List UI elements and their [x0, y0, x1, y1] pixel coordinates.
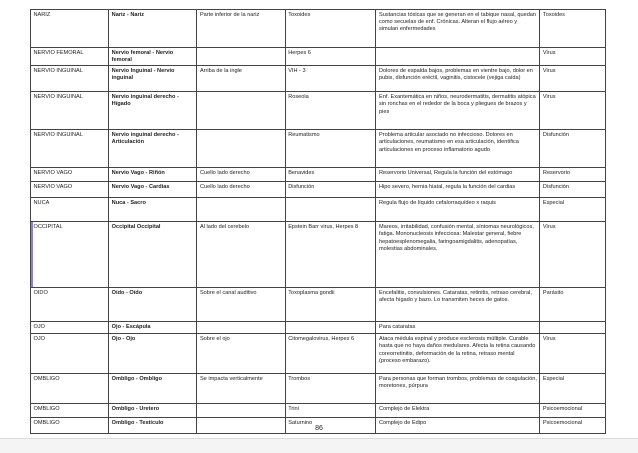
biomagnetism-table [30, 9, 606, 434]
table-row [31, 198, 606, 222]
location-cell [197, 130, 285, 168]
organ-cell: OJO [31, 334, 109, 374]
description-cell: Encefalitis, convulsiones. Cataratas, retinitis, retraso cerebral, afecta hígado y bazo. Lo transmiten heces de gatos. [376, 288, 540, 322]
description-cell: Enf. Exantemática en niños, neurodermatitis, dermatitis atópica sin ronchas en el rededor de la boca y pliegues de brazos y pies [376, 92, 540, 130]
specific-point-cell: Ombligo - Ombligo [109, 374, 197, 404]
specific-point-cell: Nervio Vago - Riñón [109, 168, 197, 182]
organ-cell: NERVIO INGUINAL [31, 66, 109, 92]
disease-cell: Epstein Barr virus, Herpes 8 [285, 222, 376, 288]
table-row [31, 322, 606, 334]
category-cell: Especial [540, 198, 606, 222]
specific-point-cell: Nervio femoral - Nervio femoral [109, 48, 197, 66]
organ-cell: NERVIO VAGO [31, 168, 109, 182]
disease-cell: VIH - 3 [285, 66, 376, 92]
location-cell: Sobre el ojo [197, 334, 285, 374]
organ-cell: NERVIO INGUINAL [31, 130, 109, 168]
location-cell: Cuello lado derecho [197, 182, 285, 198]
organ-cell: OMBLIGO [31, 404, 109, 418]
organ-cell: NERVIO FEMORAL [31, 48, 109, 66]
organ-cell: OJO [31, 322, 109, 334]
description-cell: Dolores de espalda bajos, problemas en vientre bajo, dolor en pubis, disfunción eréctil, vaginitis, cistocele (vejiga caída) [376, 66, 540, 92]
specific-point-cell: Nuca - Sacro [109, 198, 197, 222]
description-cell: Problema articular asociado no infeccioso. Dolores en articulaciones, reumatismo en esa articulación, identifica articulaciones en proceso inflamatorio agudo [376, 130, 540, 168]
table-row [31, 92, 606, 130]
category-cell: Virus [540, 222, 606, 288]
table-row [31, 222, 606, 288]
category-cell: Parásito [540, 288, 606, 322]
location-cell: Al lado del cerebelo [197, 222, 285, 288]
description-cell: Reservorio Universal, Regula la función del estómago [376, 168, 540, 182]
location-cell [197, 322, 285, 334]
table-row [31, 374, 606, 404]
table-row [31, 334, 606, 374]
description-cell [376, 48, 540, 66]
specific-point-cell: Nariz - Nariz [109, 10, 197, 48]
disease-cell: Saturnino [285, 418, 376, 434]
location-cell: Arriba de la ingle [197, 66, 285, 92]
organ-cell: OMBLIGO [31, 374, 109, 404]
specific-point-cell: Nervio inguinal derecho - Articulación [109, 130, 197, 168]
disease-cell: Trini [285, 404, 376, 418]
organ-cell: OCCIPITAL [31, 222, 109, 288]
specific-point-cell: Nervio Vago - Cardias [109, 182, 197, 198]
disease-cell: Herpes 6 [285, 48, 376, 66]
table-row [31, 182, 606, 198]
disease-cell: Disfunción [285, 182, 376, 198]
table-row [31, 404, 606, 418]
description-cell: Ataca médula espinal y produce esclerosis múltiple. Curable hasta que no haya daños medulares. Afecta la retina causando coreorretinitis, deformación de la retina, retraso mental (proceso embarazo). [376, 334, 540, 374]
description-cell: Complejo de Edipo [376, 418, 540, 434]
category-cell: Virus [540, 48, 606, 66]
location-cell [197, 48, 285, 66]
location-cell [197, 404, 285, 418]
disease-cell: Benavides [285, 168, 376, 182]
disease-cell: Reumatismo [285, 130, 376, 168]
specific-point-cell: Nervio Inguinal - Nervio inguinal [109, 66, 197, 92]
viewer-bottom-bar [0, 438, 638, 453]
disease-cell: Toxoplasma gondii [285, 288, 376, 322]
category-cell: Virus [540, 334, 606, 374]
table-row [31, 66, 606, 92]
description-cell: Complejo de Elektra [376, 404, 540, 418]
location-cell: Se impacta verticalmente [197, 374, 285, 404]
category-cell: Reservorio [540, 168, 606, 182]
description-cell: Mareos, irritabilidad, confusión mental, síntomas neurológicos, fatiga. Mononucleosis infecciosa: Malestar general, fiebre hepatoesplenomegalia, faringoamigdalitis, adenopatías, molestias abdominales. [376, 222, 540, 288]
category-cell: Psicoemocional [540, 418, 606, 434]
table-row [31, 288, 606, 322]
description-cell: Regula flujo de líquido cefalorraquídeo x raquis [376, 198, 540, 222]
disease-cell: Trombos [285, 374, 376, 404]
category-cell [540, 322, 606, 334]
organ-cell: OMBLIGO [31, 418, 109, 434]
category-cell: Virus [540, 66, 606, 92]
category-cell: Virus [540, 92, 606, 130]
table-row [31, 10, 606, 48]
location-cell [197, 92, 285, 130]
organ-cell: NERVIO INGUINAL [31, 92, 109, 130]
disease-cell: Citomegalovirus, Herpes 6 [285, 334, 376, 374]
organ-cell: OIDO [31, 288, 109, 322]
organ-cell: NARIZ [31, 10, 109, 48]
specific-point-cell: Nervio inguinal derecho - Hígado [109, 92, 197, 130]
table-row [31, 48, 606, 66]
table-body [31, 10, 606, 434]
page-number: 86 [315, 425, 323, 432]
specific-point-cell: Ojo - Ojo [109, 334, 197, 374]
category-cell: Psicoemocional [540, 404, 606, 418]
organ-cell: NUCA [31, 198, 109, 222]
table-row [31, 130, 606, 168]
disease-cell [285, 322, 376, 334]
specific-point-cell: Ombligo - Testículo [109, 418, 197, 434]
specific-point-cell: Ojo - Escápula [109, 322, 197, 334]
description-cell: Para personas que forman trombos, problemas de coagulación, moretones, púrpura [376, 374, 540, 404]
specific-point-cell: Ombligo - Uretero [109, 404, 197, 418]
description-cell: Hipo severo, hernia hiatal, regula la función del cardias [376, 182, 540, 198]
location-cell: Sobre el canal auditivo [197, 288, 285, 322]
disease-cell: Toxoides [285, 10, 376, 48]
category-cell: Disfunción [540, 130, 606, 168]
category-cell: Toxoides [540, 10, 606, 48]
disease-cell: Roseola [285, 92, 376, 130]
category-cell: Disfunción [540, 182, 606, 198]
organ-cell: NERVIO VAGO [31, 182, 109, 198]
location-cell [197, 198, 285, 222]
description-cell: Para cataratas [376, 322, 540, 334]
location-cell: Parte inferior de la nariz [197, 10, 285, 48]
location-cell: Cuello lado derecho [197, 168, 285, 182]
table-row [31, 168, 606, 182]
specific-point-cell: Occipital Occipital [109, 222, 197, 288]
category-cell: Especial [540, 374, 606, 404]
description-cell: Sustancias tóxicas que se generan en el tabique nasal, quedan como secuelas de enf. Crónicas. Alteran el flujo aéreo y simulan enfermedades [376, 10, 540, 48]
specific-point-cell: Oído - Oído [109, 288, 197, 322]
disease-cell [285, 198, 376, 222]
